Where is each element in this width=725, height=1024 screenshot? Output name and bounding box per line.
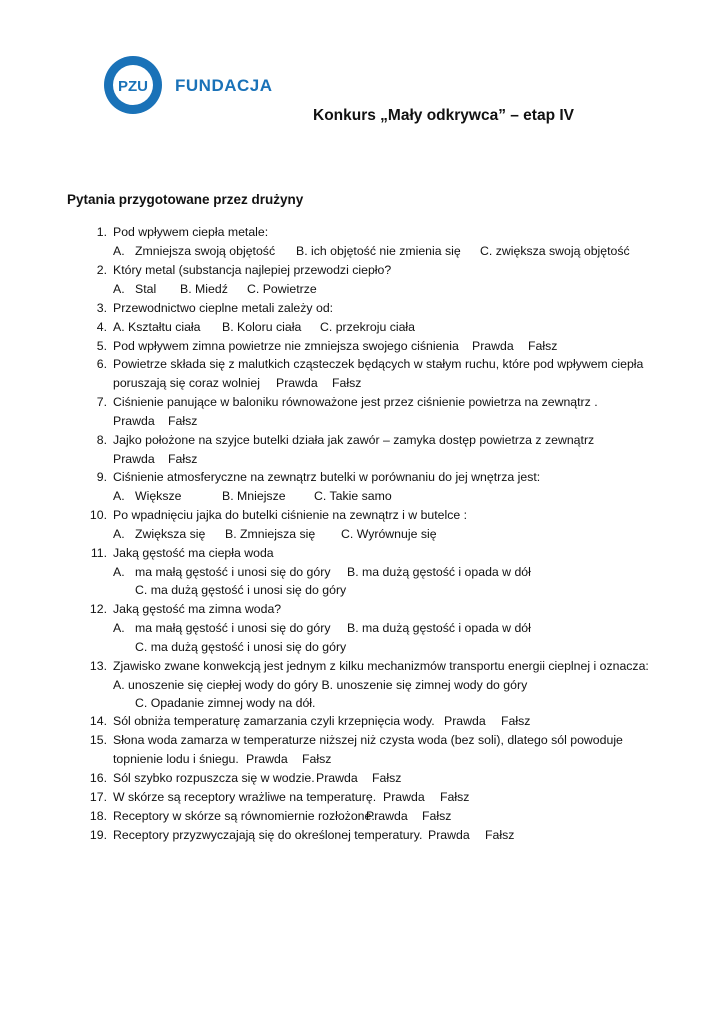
question-number: 19.	[89, 828, 107, 842]
answer-option: Fałsz	[302, 752, 332, 766]
answer-option: Prawda	[444, 714, 486, 728]
question-text: Ciśnienie atmosferyczne na zewnątrz butelki w porównaniu do jej wnętrza jest:	[113, 470, 541, 484]
question-text: poruszają się coraz wolniej	[113, 376, 260, 390]
question-text: Jaką gęstość ma ciepła woda	[113, 546, 274, 560]
question-number: 17.	[89, 790, 107, 804]
question-text: C. ma dużą gęstość i unosi się do góry	[135, 640, 347, 654]
answer-option: Prawda	[276, 376, 318, 390]
question-number: 13.	[89, 659, 107, 673]
question-text: Jajko położone na szyjce butelki działa jak zawór – zamyka dostęp powietrza z zewnątrz	[113, 433, 595, 447]
question-text: Pod wpływem ciepła metale:	[113, 225, 269, 239]
question-text: Który metal (substancja najlepiej przewodzi ciepło?	[113, 263, 392, 277]
question-text: A. Kształtu ciała	[113, 320, 201, 334]
question-number: 18.	[89, 809, 107, 823]
pzu-fundacja-logo	[103, 55, 283, 119]
answer-option: ma małą gęstość i unosi się do góry	[135, 621, 331, 635]
question-text: Jaką gęstość ma zimna woda?	[113, 602, 282, 616]
answer-option: Fałsz	[485, 828, 515, 842]
question-text: Słona woda zamarza w temperaturze niższej niż czysta woda (bez soli), dlatego sól powoduje	[113, 733, 623, 747]
pzu-emblem-icon	[103, 55, 163, 115]
question-text: topnienie lodu i śniegu.	[113, 752, 239, 766]
answer-option: C. Powietrze	[247, 282, 317, 296]
question-text: Zjawisko zwane konwekcją jest jednym z kilku mechanizmów transportu energii cieplnej i oznacza:	[113, 659, 649, 673]
question-number: 8.	[96, 433, 107, 447]
answer-option: Fałsz	[440, 790, 470, 804]
question-text: Sól obniża temperaturę zamarzania czyli krzepnięcia wody.	[113, 714, 435, 728]
question-text: Powietrze składa się z malutkich cząsteczek będących w stałym ruchu, które pod wpływem ciepła	[113, 357, 644, 371]
question-text: A.	[113, 621, 125, 635]
question-text: W skórze są receptory wrażliwe na temperaturę.	[113, 790, 377, 804]
answer-option: B. Miedź	[180, 282, 228, 296]
answer-option: B. Koloru ciała	[222, 320, 302, 334]
logo-emblem-text: PZU	[118, 78, 148, 95]
question-number: 4.	[96, 320, 107, 334]
question-text: Sól szybko rozpuszcza się w wodzie.	[113, 771, 315, 785]
question-number: 11.	[90, 546, 107, 560]
question-text: A.	[113, 282, 125, 296]
answer-option: Prawda	[472, 339, 514, 353]
answer-option: C. zwiększa swoją objętość	[480, 244, 630, 258]
answer-option: Prawda	[316, 771, 358, 785]
question-text: C. Opadanie zimnej wody na dół.	[135, 696, 316, 710]
question-text: Pod wpływem zimna powietrze nie zmniejsza swojego ciśnienia	[113, 339, 459, 353]
answer-option: Prawda	[383, 790, 425, 804]
logo-text: FUNDACJA	[175, 76, 273, 95]
answer-option: B. ma dużą gęstość i opada w dół	[347, 565, 531, 579]
question-number: 12.	[89, 602, 107, 616]
question-text: A.	[113, 527, 125, 541]
answer-option: C. Wyrównuje się	[341, 527, 437, 541]
question-text: Prawda	[113, 414, 155, 428]
question-number: 5.	[96, 339, 107, 353]
answer-option: C. Takie samo	[314, 489, 392, 503]
answer-option: Fałsz	[422, 809, 452, 823]
answer-option: Stal	[135, 282, 157, 296]
question-number: 1.	[96, 225, 107, 239]
answer-option: Większe	[135, 489, 182, 503]
answer-option: B. ich objętość nie zmienia się	[296, 244, 461, 258]
answer-option: Zmniejsza swoją objętość	[135, 244, 276, 258]
question-text: Receptory w skórze są równomiernie rozłożone.	[113, 809, 375, 823]
question-number: 2.	[96, 263, 107, 277]
question-text: Ciśnienie panujące w baloniku równoważone jest przez ciśnienie powietrza na zewnątrz .	[113, 395, 598, 409]
answer-option: Fałsz	[372, 771, 402, 785]
question-number: 9.	[96, 470, 107, 484]
answer-option: Fałsz	[501, 714, 531, 728]
question-number: 7.	[96, 395, 107, 409]
section-subtitle: Pytania przygotowane przez drużyny	[67, 192, 304, 207]
question-text: A.	[113, 489, 125, 503]
answer-option: Fałsz	[168, 452, 198, 466]
question-text: C. ma dużą gęstość i unosi się do góry	[135, 583, 347, 597]
page-title: Konkurs „Mały odkrywca” – etap IV	[313, 107, 575, 124]
question-number: 3.	[96, 301, 107, 315]
question-text: Po wpadnięciu jajka do butelki ciśnienie na zewnątrz i w butelce :	[113, 508, 468, 522]
answer-option: Prawda	[366, 809, 408, 823]
answer-option: B. Mniejsze	[222, 489, 286, 503]
question-number: 16.	[89, 771, 107, 785]
question-text: A. unoszenie się ciepłej wody do góry B. unoszenie się zimnej wody do góry	[113, 678, 528, 692]
answer-option: Fałsz	[168, 414, 198, 428]
answer-option: B. Zmniejsza się	[225, 527, 316, 541]
question-number: 10.	[89, 508, 107, 522]
question-text: Przewodnictwo cieplne metali zależy od:	[113, 301, 334, 315]
answer-option: Zwiększa się	[135, 527, 206, 541]
answer-option: ma małą gęstość i unosi się do góry	[135, 565, 331, 579]
question-text: A.	[113, 565, 125, 579]
question-number: 6.	[96, 357, 107, 371]
question-number: 15.	[89, 733, 107, 747]
answer-option: B. ma dużą gęstość i opada w dół	[347, 621, 531, 635]
answer-option: Prawda	[246, 752, 288, 766]
answer-option: Prawda	[428, 828, 470, 842]
answer-option: Fałsz	[528, 339, 558, 353]
answer-option: C. przekroju ciała	[320, 320, 415, 334]
answer-option: Fałsz	[332, 376, 362, 390]
question-text: Receptory przyzwyczajają się do określonej temperatury.	[113, 828, 423, 842]
question-text: A.	[113, 244, 125, 258]
question-number: 14.	[89, 714, 107, 728]
question-text: Prawda	[113, 452, 155, 466]
